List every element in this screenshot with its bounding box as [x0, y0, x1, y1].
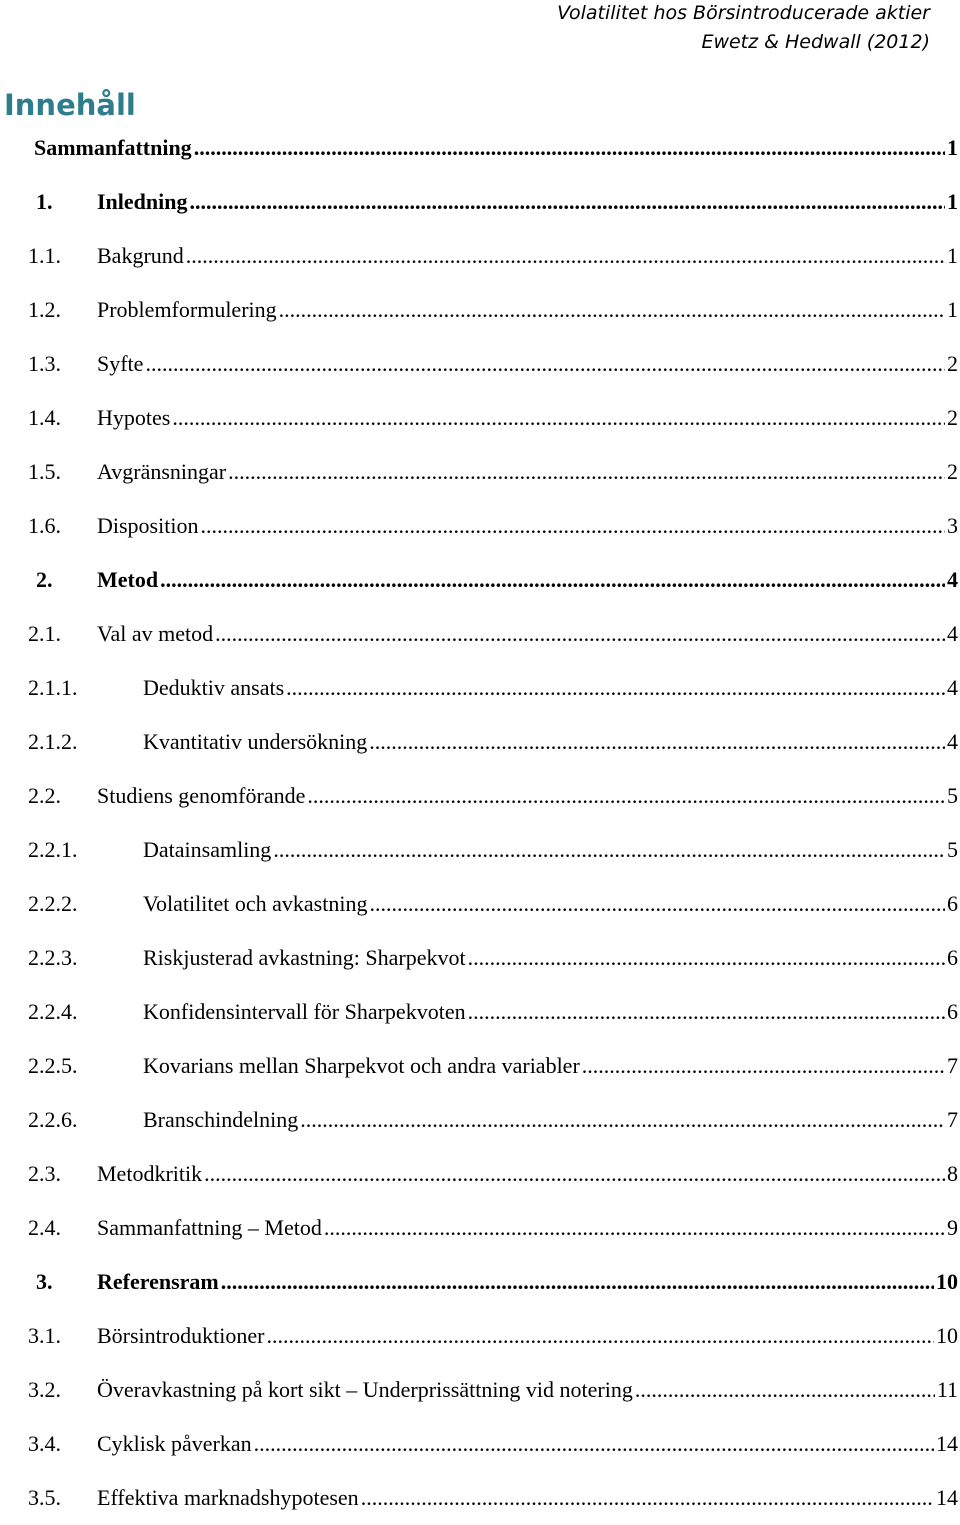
dot-leader	[228, 445, 945, 499]
toc-entry-line	[143, 715, 958, 769]
toc-entry[interactable]	[0, 877, 960, 931]
toc-entry-page: 1	[947, 297, 958, 322]
dot-leader	[254, 1417, 934, 1471]
toc-entry-number: 1.6.	[28, 513, 61, 538]
toc-entry-line	[97, 229, 958, 283]
toc-entry-line	[97, 1309, 958, 1363]
toc-entry-label[interactable]: Avgränsningar	[97, 459, 227, 484]
toc-entry-number: 2.2.3.	[28, 945, 78, 970]
toc-entry-label[interactable]: Val av metod	[97, 621, 214, 646]
toc-entry-label[interactable]: Riskjusterad avkastning: Sharpekvot	[143, 945, 466, 970]
toc-entry-label[interactable]: Konfidensintervall för Sharpekvoten	[143, 999, 466, 1024]
toc-entry-line	[97, 1417, 958, 1471]
table-of-contents	[0, 121, 960, 1525]
toc-entry-page: 14	[936, 1485, 958, 1510]
toc-entry-line	[97, 1255, 958, 1309]
dot-leader	[279, 283, 945, 337]
dot-leader	[194, 121, 945, 175]
toc-entry-page: 11	[936, 1377, 958, 1402]
toc-entry-line	[97, 283, 958, 337]
toc-entry-number: 2.1.1.	[28, 675, 78, 700]
toc-entry-label[interactable]: Överavkastning på kort sikt – Underprissättning vid notering	[97, 1377, 633, 1402]
toc-entry-number: 1.5.	[28, 459, 61, 484]
toc-entry-page: 9	[947, 1215, 958, 1240]
toc-entry-number: 1.2.	[28, 297, 61, 322]
toc-entry-number: 2.2.6.	[28, 1107, 78, 1132]
toc-title: Innehåll	[4, 88, 136, 122]
toc-entry[interactable]	[0, 607, 960, 661]
toc-entry-page: 2	[947, 405, 958, 430]
toc-entry-page: 6	[947, 999, 958, 1024]
toc-entry-label[interactable]: Metod	[97, 567, 159, 592]
dot-leader	[324, 1201, 945, 1255]
dot-leader	[215, 607, 945, 661]
toc-entry-number: 1.	[36, 189, 53, 214]
toc-entry[interactable]	[0, 337, 960, 391]
toc-entry[interactable]	[0, 499, 960, 553]
toc-entry-line	[143, 823, 958, 877]
toc-entry-line	[143, 931, 958, 985]
toc-entry-line	[143, 1093, 958, 1147]
toc-entry-label[interactable]: Bakgrund	[97, 243, 184, 268]
toc-entry-label[interactable]: Referensram	[97, 1269, 219, 1294]
toc-entry-label[interactable]: Kvantitativ undersökning	[143, 729, 368, 754]
toc-entry-number: 1.4.	[28, 405, 61, 430]
dot-leader	[190, 175, 946, 229]
toc-entry[interactable]	[0, 1363, 960, 1417]
toc-entry-number: 1.3.	[28, 351, 61, 376]
toc-entry[interactable]	[0, 1417, 960, 1471]
toc-entry-line	[97, 1363, 958, 1417]
dot-leader	[186, 229, 945, 283]
toc-entry-line	[97, 391, 958, 445]
toc-entry-page: 2	[947, 351, 958, 376]
toc-entry-label[interactable]: Problemformulering	[97, 297, 277, 322]
header-authors: Ewetz & Hedwall (2012)	[701, 31, 930, 53]
toc-entry[interactable]	[0, 1309, 960, 1363]
toc-entry[interactable]	[0, 1147, 960, 1201]
dot-leader	[204, 1147, 945, 1201]
toc-entry-line	[97, 607, 958, 661]
running-header	[557, 0, 930, 57]
toc-entry-label[interactable]: Börsintroduktioner	[97, 1323, 265, 1348]
toc-entry-page: 10	[936, 1323, 958, 1348]
toc-entry-label[interactable]: Effektiva marknadshypotesen	[97, 1485, 359, 1510]
toc-entry[interactable]	[0, 175, 960, 229]
toc-entry-number: 2.2.4.	[28, 999, 78, 1024]
toc-entry-page: 4	[947, 675, 958, 700]
toc-entry-label[interactable]: Cyklisk påverkan	[97, 1431, 252, 1456]
toc-entry-number: 2.2.5.	[28, 1053, 78, 1078]
toc-entry-label[interactable]: Sammanfattning – Metod	[97, 1215, 322, 1240]
toc-entry-number: 3.4.	[28, 1431, 61, 1456]
toc-entry-label[interactable]: Hypotes	[97, 405, 171, 430]
toc-entry-number: 3.	[36, 1269, 53, 1294]
toc-entry-number: 3.5.	[28, 1485, 61, 1510]
toc-entry-number: 2.3.	[28, 1161, 61, 1186]
toc-entry-page: 6	[947, 891, 958, 916]
dot-leader	[273, 823, 945, 877]
dot-leader	[286, 661, 945, 715]
toc-entry-line	[143, 985, 958, 1039]
dot-leader	[468, 931, 945, 985]
toc-entry-page: 4	[947, 621, 958, 646]
toc-entry-label[interactable]: Inledning	[97, 189, 188, 214]
toc-entry[interactable]	[0, 1093, 960, 1147]
toc-entry-line	[97, 1147, 958, 1201]
toc-entry-page: 5	[947, 837, 958, 862]
dot-leader	[369, 715, 945, 769]
toc-entry-page: 6	[947, 945, 958, 970]
toc-entry[interactable]	[0, 661, 960, 715]
dot-leader	[635, 1363, 935, 1417]
toc-entry[interactable]	[0, 1201, 960, 1255]
toc-entry-page: 1	[947, 189, 958, 214]
toc-entry-line	[97, 499, 958, 553]
toc-entry-label[interactable]: Metodkritik	[97, 1161, 203, 1186]
toc-entry[interactable]	[0, 1471, 960, 1525]
toc-entry[interactable]	[0, 553, 960, 607]
toc-entry-label[interactable]: Datainsamling	[143, 837, 272, 862]
toc-entry-line	[143, 877, 958, 931]
toc-entry-label[interactable]: Studiens genomförande	[97, 783, 306, 808]
toc-entry[interactable]	[0, 229, 960, 283]
toc-entry-number: 2.	[36, 567, 53, 592]
toc-entry-label[interactable]: Kovarians mellan Sharpekvot och andra variabler	[143, 1053, 580, 1078]
toc-entry[interactable]	[0, 391, 960, 445]
toc-entry-label[interactable]: Disposition	[97, 513, 199, 538]
toc-entry-page: 2	[947, 459, 958, 484]
toc-entry-label[interactable]: Deduktiv ansats	[143, 675, 285, 700]
toc-entry-number: 2.2.	[28, 783, 61, 808]
toc-entry-line	[143, 661, 958, 715]
toc-entry-number: 2.1.	[28, 621, 61, 646]
dot-leader	[160, 553, 945, 607]
toc-entry-line	[97, 1471, 958, 1525]
toc-entry-page: 3	[947, 513, 958, 538]
dot-leader	[200, 499, 945, 553]
dot-leader	[369, 877, 945, 931]
toc-entry-page: 7	[947, 1107, 958, 1132]
toc-entry[interactable]	[0, 985, 960, 1039]
toc-entry-page: 10	[936, 1269, 958, 1294]
toc-entry-label[interactable]: Branschindelning	[143, 1107, 299, 1132]
toc-entry[interactable]	[0, 769, 960, 823]
toc-entry[interactable]	[0, 121, 960, 175]
toc-entry-page: 1	[947, 135, 958, 160]
toc-entry-page: 14	[936, 1431, 958, 1456]
toc-entry[interactable]	[0, 823, 960, 877]
toc-entry[interactable]	[0, 1255, 960, 1309]
header-title: Volatilitet hos Börsintroducerade aktier	[557, 2, 930, 24]
toc-entry-number: 2.4.	[28, 1215, 61, 1240]
toc-entry[interactable]	[0, 715, 960, 769]
toc-entry-line	[97, 445, 958, 499]
toc-entry-page: 4	[947, 729, 958, 754]
toc-entry[interactable]	[0, 283, 960, 337]
toc-entry[interactable]	[0, 445, 960, 499]
toc-entry-line	[97, 175, 958, 229]
dot-leader	[582, 1039, 945, 1093]
toc-entry-number: 2.2.2.	[28, 891, 78, 916]
toc-entry-page: 4	[947, 567, 958, 592]
toc-entry-line	[97, 337, 958, 391]
toc-entry-label[interactable]: Volatilitet och avkastning	[143, 891, 368, 916]
toc-entry-number: 2.1.2.	[28, 729, 78, 754]
toc-entry[interactable]	[0, 1039, 960, 1093]
toc-entry-page: 8	[947, 1161, 958, 1186]
toc-entry-number: 3.1.	[28, 1323, 61, 1348]
dot-leader	[468, 985, 945, 1039]
dot-leader	[300, 1093, 945, 1147]
toc-entry-page: 1	[947, 243, 958, 268]
toc-entry-number: 1.1.	[28, 243, 61, 268]
toc-entry-number: 3.2.	[28, 1377, 61, 1402]
toc-entry-page: 7	[947, 1053, 958, 1078]
dot-leader	[266, 1309, 934, 1363]
toc-entry-label[interactable]: Sammanfattning	[34, 135, 192, 160]
toc-entry-line	[143, 1039, 958, 1093]
toc-entry-label[interactable]: Syfte	[97, 351, 144, 376]
dot-leader	[145, 337, 945, 391]
toc-entry-line	[97, 769, 958, 823]
toc-entry-line	[34, 121, 958, 175]
toc-entry-line	[97, 1201, 958, 1255]
dot-leader	[307, 769, 945, 823]
dot-leader	[172, 391, 945, 445]
toc-entry-line	[97, 553, 958, 607]
toc-entry[interactable]	[0, 931, 960, 985]
toc-entry-number: 2.2.1.	[28, 837, 78, 862]
toc-entry-page: 5	[947, 783, 958, 808]
dot-leader	[361, 1471, 934, 1525]
dot-leader	[221, 1255, 934, 1309]
